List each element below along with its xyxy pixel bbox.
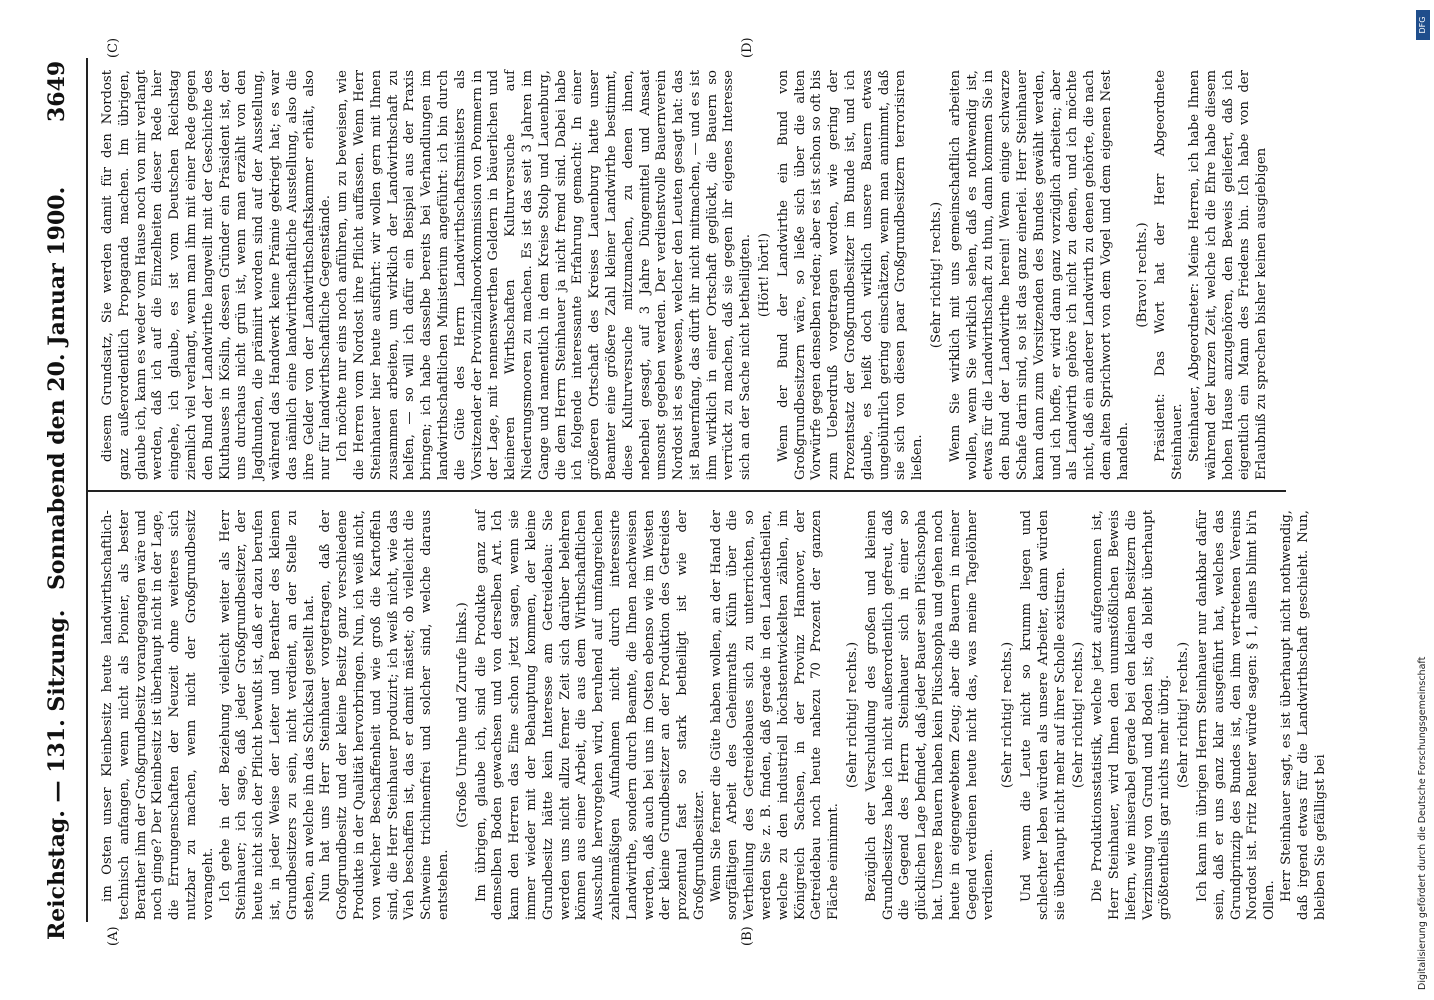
digitization-note: Digitalisierung gefördert durch die Deutsche Forschungsgemeinschaft bbox=[1417, 656, 1428, 990]
margin-marker-a: (A) bbox=[106, 926, 121, 946]
applause-note: (Sehr richtig! rechts.) bbox=[845, 641, 861, 789]
page-number: 3649 bbox=[44, 60, 70, 122]
header-session: Reichstag. — 131. Sitzung. bbox=[44, 609, 70, 940]
applause-note: (Sehr richtig! rechts.) bbox=[1000, 641, 1016, 789]
paragraph: Bezüglich der Verschuldung des großen und kleinen Grundbesitzes habe ich nicht außerordentlich gefreut, daß die Gegend des Herrn Steinhauer sich in einer so glücklichen Lage befindet, daß jeder Bauer sein Plüschsopha hat. Unsere Bauern haben kein Plüschsopha und gehen noch heute in eigengewebtem Zeug; aber die Bauern in meiner Gegend verdienen heute nicht das, was meine Tagelöhner verdienen. bbox=[863, 510, 997, 920]
digitization-sidebar bbox=[1414, 10, 1432, 990]
paragraph: im Osten unser Kleinbesitz heute landwirthschaftlich-technisch anfangen, wenn nicht als Pionier, als bester Berather ihm der Großgrundbesitz vorangegangen wäre und noch ginge? Der Kleinbesitz ist überhaupt nicht in der Lage, die Errungenschaften der Neuzeit ohne weiteres sich nutzbar zu machen, wenn nicht der Großgrundbesitz vorangeht. bbox=[100, 510, 216, 920]
page-header bbox=[36, 0, 76, 1000]
paragraph: Im übrigen, glaube ich, sind die Produkte ganz auf demselben Boden gewachsen und von derselben Art. Ich kann den Herren das Eine schon jetzt sagen, wenn sie immer wieder mit der Behauptung kommen, der kleine Grundbesitz hätte kein Interesse am Getreidebau: Sie werden uns nicht allzu ferner Zeit sich darüber belehren können aus einer Arbeit, die aus dem Wirthschaftlichen Ausschuß hervorgehen wird, beruhend auf umfangreichen zahlenmäßigen Aufnahmen nicht durch interessirte Landwirthe, sondern durch Beamte, die Ihnen nachweisen werden, daß auch bei uns im Osten ebenso wie im Westen der kleine Grundbesitzer an der Produktion des Getreides prozentual fast so stark betheiligt ist wie der Großgrundbesitzer. bbox=[473, 510, 707, 920]
paragraph: Steinhauer, Abgeordneter: Meine Herren, ich habe Ihnen während der kurzen Zeit, welche ich die Ehre habe diesem hohen Hause anzugehören, den Beweis geliefert, daß ich eigentlich ein Mann des Friedens bin. Ich habe von der Erlaubniß zu sprechen bisher keinen ausgiebigen bbox=[1187, 70, 1270, 480]
paragraph: Ich gehe in der Beziehung vielleicht weiter als Herr Steinhauer; ich sage, daß jeder Großgrundbesitzer, der heute nicht sich der Pflicht bewußt ist, daß er dazu berufen ist, in jeder Weise der Leiter und Berather des kleinen Grundbesitzers zu sein, nicht verdient, an der Stelle zu stehen, an welche ihn das Schicksal gestellt hat. bbox=[217, 510, 317, 920]
column-divider bbox=[86, 490, 1286, 492]
applause-note: (Sehr richtig! rechts.) bbox=[1176, 641, 1192, 789]
margin-marker-c: (C) bbox=[106, 37, 121, 58]
paragraph: Wenn Sie ferner die Güte haben wollen, an der Hand der sorgfältigen Arbeit des Geheimraths Kühn über die Vertheilung des Getreidebaues sich zu unterrichten, so werden Sie z. B. finden, daß gerade in den Landestheilen, welche zu den industriell höchstentwickelten zählen, im Königreich Sachsen, in der Provinz Hannover, der Getreidebau noch heute nahezu 70 Prozent der ganzen Fläche einnimmt. bbox=[708, 510, 842, 920]
paragraph: Wenn der Bund der Landwirthe ein Bund von Großgrundbesitzern wäre, so ließe sich über die alten Vorwürfe gegen denselben reden; aber es ist schon so oft bis zum Ueberdruß vorgetragen worden, wie gering der Prozentsatz der Großgrundbesitzer im Bunde ist, und ich glaube, es heißt doch wirklich unsere Bauern etwas ungebührlich gering einschätzen, wenn man annimmt, daß sie sich von diesen paar Großgrundbesitzern terrorisiren ließen. bbox=[775, 70, 926, 480]
paragraph: diesem Grundsatz, Sie werden damit für den Nordost ganz außerordentlich Propaganda machen. Im übrigen, glaube ich, kann es weder vom Hause noch von mir verlangt werden, daß ich auf die Einzelheiten dieser Rede hier eingehe, ich glaube, es ist vom Deutschen Reichstag ziemlich viel verlangt, wenn man ihm mit einer Rede gegen den Bund der Landwirthe langweilt mit der Geschichte des Kluthauses in Köslin, dessen Gründer ein Präsident ist, der uns durchaus nicht grün ist, wenn man erzählt von den Jagdhunden, die prämiirt worden sind auf der Ausstellung, während das Handwerk keine Prämie gekriegt hat; es war das nämlich eine landwirthschaftliche Ausstellung, also die ihre Gelder von der Landwirthschaftskammer erhält, also nur für landwirthschaftliche Gegenstände. bbox=[100, 70, 334, 480]
paragraph: Wenn Sie wirklich mit uns gemeinschaftlich arbeiten wollen, wenn Sie wirklich sehen, daß es nothwendig ist, etwas für die Landwirthschaft zu thun, dann kommen Sie in den Bund der Landwirthe herein! Wenn einige schwarze Schafe darin sind, so ist das ganz einerlei. Herr Steinhauer kann dann zum Vorsitzenden des Bundes gewählt werden, und ich hoffe, er wird dann ganz vorzüglich arbeiten; aber als Landwirth gehöre ich nicht zu denen, und ich möchte nicht, daß ein anderer Landwirth zu denen gehörte, die nach dem alten Sprichwort von dem Vogel und dem eigenen Nest handeln. bbox=[947, 70, 1131, 480]
applause-note: (Sehr richtig! rechts.) bbox=[1071, 641, 1087, 789]
margin-marker-d: (D) bbox=[740, 37, 755, 58]
text-column-left bbox=[100, 510, 1328, 920]
applause-note: (Sehr richtig! rechts.) bbox=[929, 201, 945, 349]
dfg-logo-text: DFG bbox=[1418, 16, 1427, 34]
margin-marker-b: (B) bbox=[740, 926, 755, 946]
paragraph: Präsident: Das Wort hat der Herr Abgeordnete Steinhauer. bbox=[1153, 70, 1186, 480]
text-column-right bbox=[100, 70, 1290, 480]
applause-note: (Hört! hört!) bbox=[757, 232, 773, 318]
dfg-logo bbox=[1416, 10, 1430, 40]
applause-note: (Große Unruhe und Zurufe links.) bbox=[454, 602, 470, 828]
paragraph: Die Produktionsstatistik, welche jetzt aufgenommen ist, Herr Steinhauer, wird Ihnen den unumstößlichen Beweis liefern, wie miserabel gerade bei den kleinen Besitzern die Verzinsung von Grund und Boden ist; da bleibt überhaupt größtentheils gar nichts mehr übrig. bbox=[1090, 510, 1173, 920]
applause-note: (Bravo! rechts.) bbox=[1134, 222, 1150, 328]
paragraph: Ich kann im übrigen Herrn Steinhauer nur dankbar dafür sein, daß er uns ganz klar ausgeführt hat, welches das Grundprinzip des Bundes ist, den ihm vertretenen Vereins Nordost ist. Fritz Reuter würde sagen: § 1, allens blimt bi'n Ollen. bbox=[1195, 510, 1278, 920]
paragraph: Ich möchte nur eins noch anführen, um zu beweisen, wie die Herren vom Nordost ihre Pflicht auffassen. Wenn Herr Steinhauer hier heute ausführt: wir wollen gern mit Ihnen zusammen arbeiten, um wirklich der Landwirthschaft zu helfen, — so will ich dafür ein Beispiel aus der Praxis bringen; ich habe dasselbe bereits bei Verhandlungen im landwirthschaftlichen Ministerium angeführt: ich bin durch die Güte des Herrn Landwirthschaftsministers als Vorsitzender der Provinzialmoorkommission von Pommern in der Lage, mit nennenswerthen Geldern in bäuerlichen und kleineren Wirthschaften Kulturversuche auf Niederungsmooren zu machen. Es ist das seit 3 Jahren im Gange und namentlich in dem Kreise Stolp und Lauenburg, die dem Herrn Steinhauer ja nicht fremd sind. Dabei habe ich folgende interessante Erfahrung gemacht: In einer größeren Ortschaft des Kreises Lauenburg hatte unser Beamter eine größere Zahl kleiner Landwirthe bestimmt, diese Kulturversuche mitzumachen, zu denen ihnen, nebenbei gesagt, auf 3 Jahre Düngemittel und Ansaat umsonst gegeben werden. Der verdienstvolle Bauernverein Nordost ist es gewesen, welcher den Leuten gesagt hat: das ist Bauernfang, das dürft ihr nicht mitmachen, — und es ist ihm wirklich in einer Ortschaft geglückt, die Bauern so verrückt zu machen, daß sie gegen ihr eigenes Interesse sich an der Sache nicht betheiligten. bbox=[335, 70, 754, 480]
header-date: Sonnabend den 20. Januar 1900. bbox=[44, 186, 70, 590]
paragraph: Und wenn die Leute nicht so krumm liegen und schlechter leben würden als unsere Arbeiter, dann würden sie überhaupt nicht mehr auf ihrer Scholle existiren. bbox=[1019, 510, 1068, 920]
paragraph: Herr Steinhauer sagt, es ist überhaupt nicht nothwendig, daß irgend etwas für die Landwirthschaft geschieht. Nun, bleiben Sie gefälligst bei bbox=[1278, 510, 1328, 920]
paragraph: Nun hat uns Herr Steinhauer vorgetragen, daß der Großgrundbesitz und der kleine Besitz ganz verschiedene Produkte in der Qualität hervorbringen. Nun, ich weiß nicht, von welcher Beschaffenheit und wie groß die Kartoffeln sind, die Herr Steinhauer produzirt; ich weiß nicht, wie das Vieh beschaffen ist, das er damit mästet; ob vielleicht die Schweine trichinenfrei und solcher sind, welche daraus entstehen. bbox=[318, 510, 451, 920]
